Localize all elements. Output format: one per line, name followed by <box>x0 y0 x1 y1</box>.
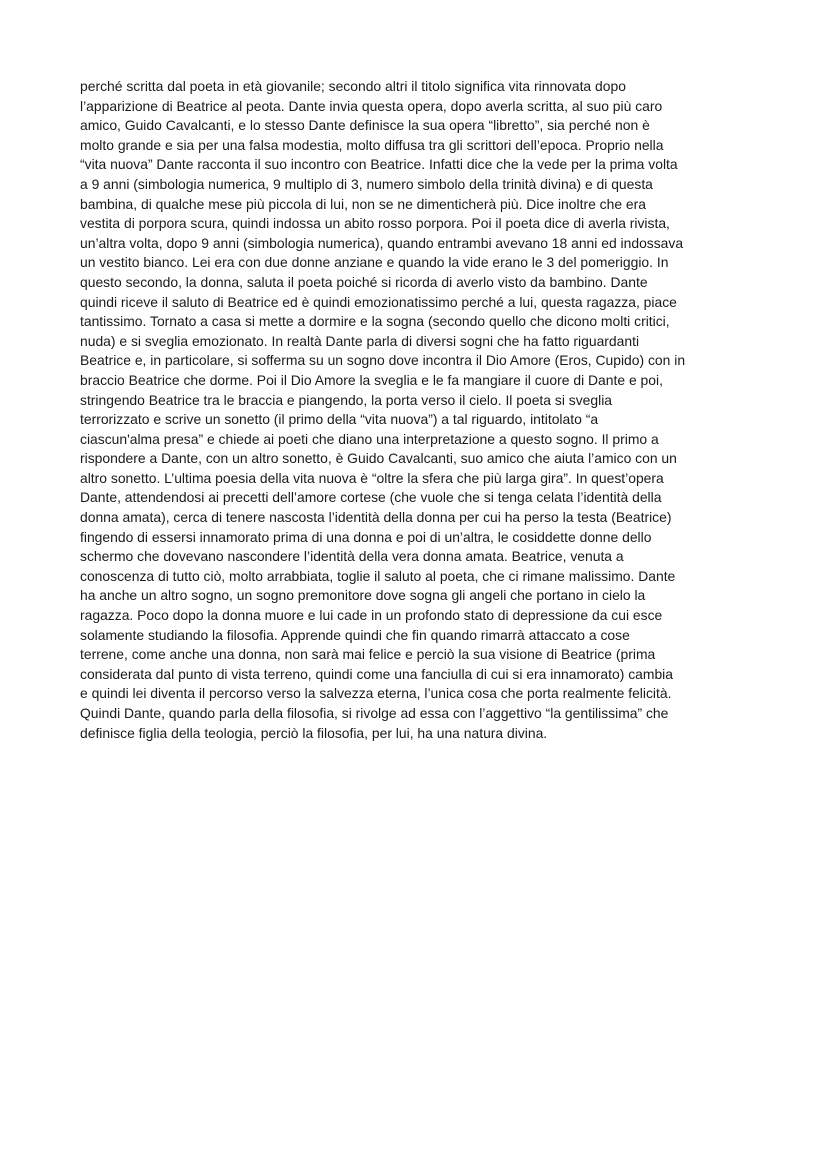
paragraph-line: conoscenza di tutto ciò, molto arrabbiata, toglie il saluto al poeta, che ci rimane malissimo. Dante <box>80 567 676 584</box>
paragraph-line: definisce figlia della teologia, perciò la filosofia, per lui, ha una natura divina. <box>80 724 548 741</box>
paragraph-line: solamente studiando la filosofia. Apprende quindi che fin quando rimarrà attaccato a cose <box>80 626 630 643</box>
paragraph-line: ciascun'alma presa” e chiede ai poeti che diano una interpretazione a questo sogno. Il primo a <box>80 430 659 447</box>
paragraph-line: a 9 anni (simbologia numerica, 9 multiplo di 3, numero simbolo della trinità divina) e di questa <box>80 175 653 192</box>
paragraph-line: bambina, di qualche mese più piccola di lui, non se ne dimenticherà più. Dice inoltre che era <box>80 195 646 212</box>
paragraph-line: stringendo Beatrice tra le braccia e piangendo, la porta verso il cielo. Il poeta si sveglia <box>80 391 613 408</box>
paragraph-line: schermo che dovevano nascondere l’identità della vera donna amata. Beatrice, venuta a <box>80 548 624 565</box>
paragraph-line: “vita nuova” Dante racconta il suo incontro con Beatrice. Infatti dice che la vede per la prima volta <box>80 156 678 173</box>
paragraph-line: l’apparizione di Beatrice al peota. Dante invia questa opera, dopo averla scritta, al suo più caro <box>80 97 663 114</box>
paragraph-line: fingendo di essersi innamorato prima di una donna e poi di un’altra, le cosiddette donne dello <box>80 528 652 545</box>
paragraph-line: considerata dal punto di vista terreno, quindi come una fanciulla di cui si era innamorato) cambia <box>80 665 673 682</box>
paragraph-line: nuda) e si sveglia emozionato. In realtà Dante parla di diversi sogni che ha fatto riguardanti <box>80 332 640 349</box>
paragraph-line: e quindi lei diventa il percorso verso la salvezza eterna, l’unica cosa che porta realmente felicità. <box>80 685 672 702</box>
paragraph-line: ha anche un altro sogno, un sogno premonitore dove sogna gli angeli che portano in cielo la <box>80 587 646 604</box>
paragraph-line: quindi riceve il saluto di Beatrice ed è quindi emozionatissimo perché a lui, questa ragazza, piace <box>80 293 677 310</box>
paragraph-line: vestita di porpora scura, quindi indossa un abito rosso porpora. Poi il poeta dice di averla rivista, <box>80 215 670 232</box>
paragraph-line: tantissimo. Tornato a casa si mette a dormire e la sogna (secondo quello che dicono molti critici, <box>80 313 670 330</box>
paragraph-line: Quindi Dante, quando parla della filosofia, si rivolge ad essa con l’aggettivo “la gentilissima” che <box>80 705 669 721</box>
paragraph-line: perché scritta dal poeta in età giovanile; secondo altri il titolo significa vita rinnovata dopo <box>80 78 626 94</box>
paragraph-line: donna amata), cerca di tenere nascosta l’identità della donna per cui ha perso la testa (Beatrice) <box>80 509 672 526</box>
paragraph-line: Dante, attendendosi ai precetti dell’amore cortese (che vuole che si tenga celata l’identità della <box>80 489 662 506</box>
paragraph-line: terrene, come anche una donna, non sarà mai felice e perciò la sua visione di Beatrice (prima <box>80 646 656 663</box>
paragraph-line: amico, Guido Cavalcanti, e lo stesso Dante definisce la sua opera “libretto”, sia perché non è <box>80 117 650 134</box>
body-paragraph <box>80 77 748 743</box>
paragraph-line: ragazza. Poco dopo la donna muore e lui cade in un profondo stato di depressione da cui esce <box>80 607 663 624</box>
paragraph-line: questo secondo, la donna, saluta il poeta poiché si ricorda di averlo visto da bambino. Dante <box>80 273 648 290</box>
paragraph-line: rispondere a Dante, con un altro sonetto, è Guido Cavalcanti, suo amico che aiuta l’amico con un <box>80 450 677 467</box>
paragraph-line: altro sonetto. L’ultima poesia della vita nuova è “oltre la sfera che più larga gira”. In quest’opera <box>80 469 664 486</box>
paragraph-line: braccio Beatrice che dorme. Poi il Dio Amore la sveglia e le fa mangiare il cuore di Dante e poi, <box>80 371 663 388</box>
paragraph-line: un vestito bianco. Lei era con due donne anziane e quando la vide erano le 3 del pomeriggio. In <box>80 254 669 271</box>
paragraph-line: Beatrice e, in particolare, si sofferma su un sogno dove incontra il Dio Amore (Eros, Cupido) con in <box>80 352 686 369</box>
paragraph-line: molto grande e sia per una falsa modestia, molto diffusa tra gli scrittori dell’epoca. Proprio nella <box>80 136 664 153</box>
paragraph-line: un’altra volta, dopo 9 anni (simbologia numerica), quando entrambi avevano 18 anni ed indossava <box>80 234 684 251</box>
paragraph-line: terrorizzato e scrive un sonetto (il primo della “vita nuova”) a tal riguardo, intitolato “a <box>80 411 599 428</box>
